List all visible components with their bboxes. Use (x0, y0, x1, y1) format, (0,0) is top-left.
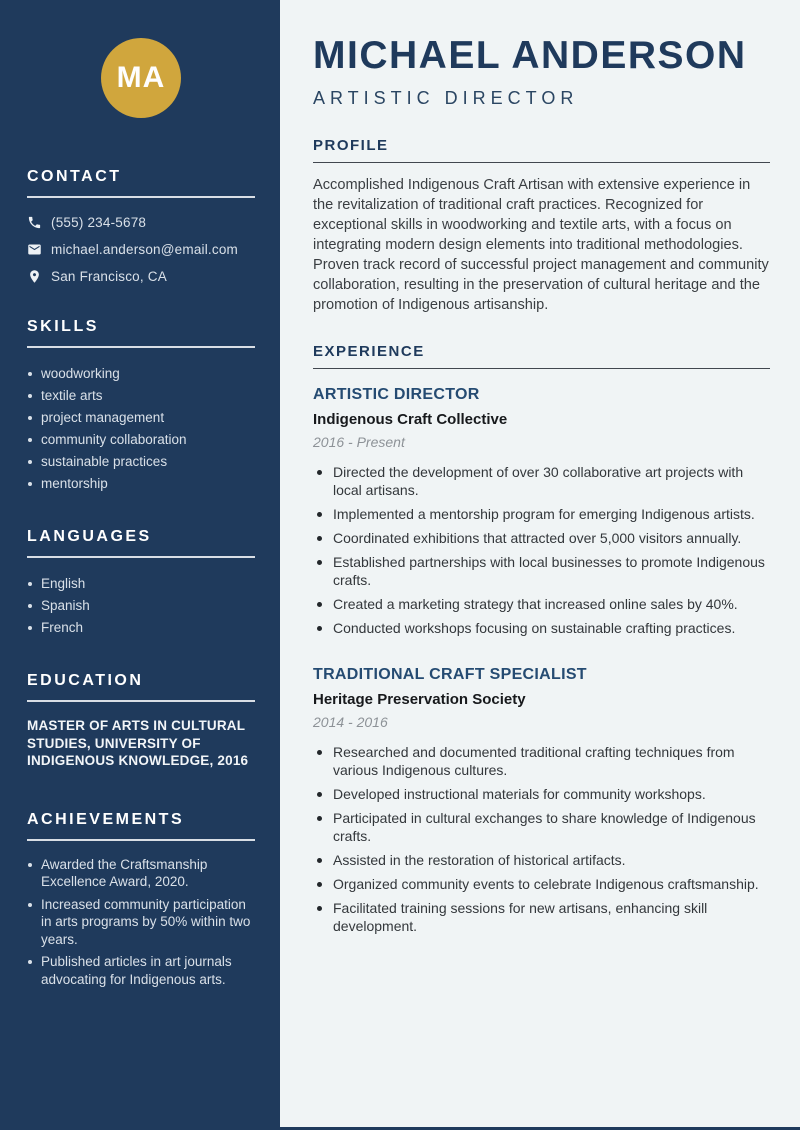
job-bullet: Organized community events to celebrate Indigenous craftsmanship. (316, 875, 770, 893)
profile-section (313, 137, 770, 315)
job-bullet: Assisted in the restoration of historical artifacts. (316, 851, 770, 869)
languages-section (27, 528, 255, 639)
contact-location-value: San Francisco, CA (51, 268, 167, 284)
language-item: English (27, 573, 255, 595)
contact-divider (27, 196, 255, 198)
location-icon (27, 269, 42, 284)
education-divider (27, 700, 255, 702)
job-bullet: Coordinated exhibitions that attracted over 5,000 visitors annually. (316, 529, 770, 547)
avatar-initials: MA (116, 61, 166, 94)
education-heading: EDUCATION (27, 672, 144, 689)
languages-heading: LANGUAGES (27, 528, 152, 545)
job-bullet: Conducted workshops focusing on sustainable crafting practices. (316, 619, 770, 637)
job-bullet: Developed instructional materials for community workshops. (316, 785, 770, 803)
job-bullet: Implemented a mentorship program for emerging Indigenous artists. (316, 505, 770, 523)
job-company: Indigenous Craft Collective (313, 411, 508, 428)
education-section (27, 672, 255, 770)
experience-divider (313, 368, 770, 369)
contact-row-phone (27, 213, 255, 231)
contact-phone-value: (555) 234-5678 (51, 214, 147, 230)
skills-list (27, 363, 255, 495)
headline-job-title: ARTISTIC DIRECTOR (313, 88, 579, 108)
profile-heading: PROFILE (313, 137, 389, 154)
languages-list (27, 573, 255, 639)
main-content (280, 0, 800, 1130)
job-bullet: Created a marketing strategy that increased online sales by 40%. (316, 595, 770, 613)
job-title: TRADITIONAL CRAFT SPECIALIST (313, 666, 587, 683)
achievements-list (27, 856, 255, 989)
contact-row-location (27, 267, 255, 285)
skills-section (27, 318, 255, 495)
job-bullet-list (313, 743, 770, 935)
experience-heading: EXPERIENCE (313, 343, 425, 360)
job-bullet: Established partnerships with local businesses to promote Indigenous crafts. (316, 553, 770, 589)
skill-item: textile arts (27, 385, 255, 407)
contact-email-value: michael.anderson@email.com (51, 241, 238, 257)
education-degree: MASTER OF ARTS IN CULTURAL STUDIES, UNIVERSITY OF INDIGENOUS KNOWLEDGE, 2016 (27, 718, 249, 768)
achievements-heading: ACHIEVEMENTS (27, 810, 185, 828)
skills-divider (27, 346, 255, 348)
page-title: MICHAEL ANDERSON (313, 34, 747, 77)
job-company: Heritage Preservation Society (313, 691, 526, 708)
skill-item: community collaboration (27, 429, 255, 451)
avatar (101, 38, 181, 118)
skill-item: mentorship (27, 473, 255, 495)
job-title: ARTISTIC DIRECTOR (313, 386, 480, 403)
job-bullet: Directed the development of over 30 collaborative art projects with local artisans. (316, 463, 770, 499)
email-icon (27, 242, 42, 257)
sidebar (0, 0, 280, 1130)
skills-heading: SKILLS (27, 318, 99, 335)
job-entry-artistic-director (313, 386, 770, 637)
achievement-item: Published articles in art journals advocating for Indigenous arts. (27, 953, 255, 988)
language-item: French (27, 617, 255, 639)
language-item: Spanish (27, 595, 255, 617)
contact-row-email (27, 240, 255, 258)
contact-section (27, 168, 255, 285)
job-bullet-list (313, 463, 770, 637)
achievement-item: Awarded the Craftsmanship Excellence Award, 2020. (27, 856, 255, 891)
job-bullet: Participated in cultural exchanges to share knowledge of Indigenous crafts. (316, 809, 770, 845)
contact-heading: CONTACT (27, 168, 122, 185)
job-entry-craft-specialist (313, 666, 770, 935)
profile-text: Accomplished Indigenous Craft Artisan with extensive experience in the revitalization of traditional craft practices. Recognized for exceptional skills in woodworking and textile arts, with a focus on integrating modern design elements into traditional methodologies. Proven track record of successful project management and community collaboration, resulting in the preservation of cultural heritage and the promotion of Indigenous artisanship. (313, 177, 769, 313)
skill-item: project management (27, 407, 255, 429)
languages-divider (27, 556, 255, 558)
skill-item: woodworking (27, 363, 255, 385)
job-bullet: Researched and documented traditional crafting techniques from various Indigenous cultures. (316, 743, 770, 779)
achievements-section (27, 811, 255, 989)
achievement-item: Increased community participation in arts programs by 50% within two years. (27, 896, 255, 949)
achievements-divider (27, 839, 255, 841)
job-dates: 2016 - Present (313, 434, 405, 450)
skill-item: sustainable practices (27, 451, 255, 473)
profile-divider (313, 162, 770, 163)
job-dates: 2014 - 2016 (313, 714, 388, 730)
phone-icon (27, 215, 42, 230)
job-bullet: Facilitated training sessions for new artisans, enhancing skill development. (316, 899, 770, 935)
experience-section (313, 343, 770, 935)
